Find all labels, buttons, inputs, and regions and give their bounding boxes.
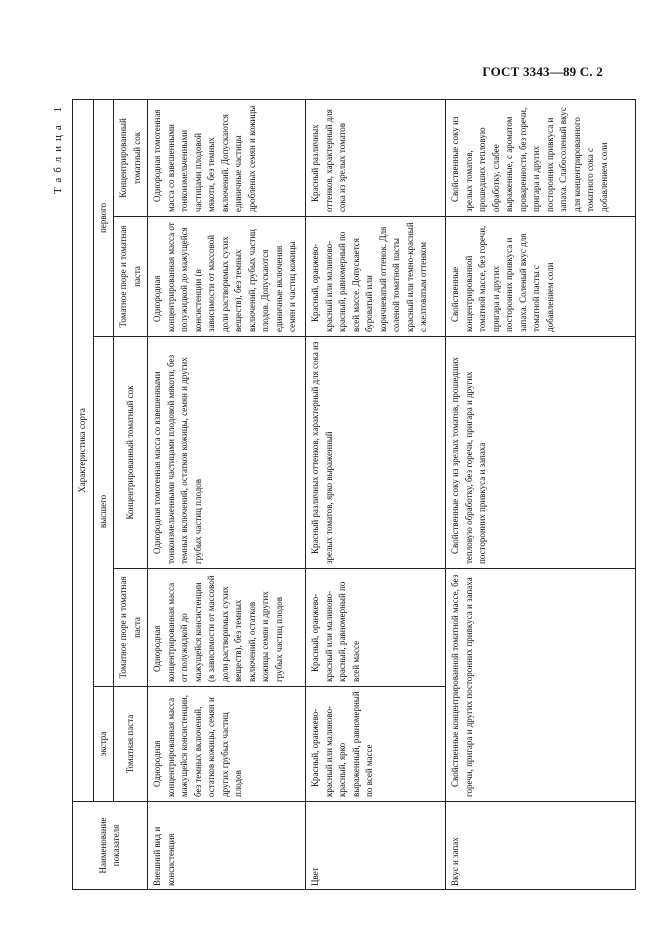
grade-first-header: первого — [93, 99, 114, 336]
table-cell: Красный, оранжево-красный или малиново-красный, ярко выраженный, равномерный по всей массе — [306, 687, 446, 802]
header-row-3 — [114, 99, 148, 889]
table-row — [148, 99, 306, 889]
product-header: Концентрированный томатный сок — [114, 337, 148, 569]
table-cell: Свойственные концентрированной томатной массе, без горечи, пригара и других посторонних привкуса и запаха. Соленый вкус для томатной пасты с добавлением соли — [446, 217, 636, 337]
table-cell: Однородная концентрированная масса мажущейся консистенции, без темных включений, остатков кожицы, семян и других грубых частиц плодов — [148, 687, 306, 802]
table-row — [306, 99, 446, 889]
characteristic-header: Характеристика сорта — [73, 99, 94, 801]
table-cell: Красный различных оттенков, характерный для сока из зрелых томатов, ярко выраженный — [306, 337, 446, 569]
page-header: ГОСТ 3343—89 С. 2 — [482, 64, 603, 79]
row-name: Цвет — [306, 802, 446, 890]
row-name: Вкус и запах — [446, 802, 636, 890]
table-cell: Однородная концентрированная масса от полужидкой до мажущейся консистенции (в зависимости от массовой доли растворимых сухих веществ), без темных включений, остатков кожицы семян и других грубых частиц плодов — [148, 569, 306, 687]
product-header: Томатное пюре и томатная паста — [114, 217, 148, 337]
table-cell: Однородная томогенная масса со взвешенными тонкоизмельченными частицами плодовой мякоти, без темных включений, остатков кожицы, семян и других грубых частиц плодов — [148, 337, 306, 569]
table-cell: Свойственные концентрированной томатной массе, без горечи, пригара и других посторонних привкуса и запаха — [446, 569, 636, 802]
indicator-header: Наименование показателя — [73, 802, 148, 890]
table-cell: Красный различных оттенков, характерный для сока из зрелых томатов — [306, 99, 446, 216]
product-header: Томатное пюре и томатная паста — [114, 569, 148, 687]
table-cell: Красный, оранжево-красный или малиново-красный, равномерный по всей массе — [306, 569, 446, 687]
row-name: Внешний вид и консистенция — [148, 802, 306, 890]
product-header: Концентрированный томатный сок — [114, 99, 148, 216]
header-row-2 — [93, 99, 114, 889]
table-cell: Красный, оранжево-красный или малиново-красный, равномерный по всей массе. Допускается буроватый или коричневатый оттенок. Для соленой томатной пасты красный или темно-красный с желтоватым оттенком — [306, 217, 446, 337]
table-cell: Однородная концентрированная масса от полужидкой до мажущейся консистенции (в зависимости от массовой доли растворимых сухих веществ), без темных включений, грубых частиц плодов. Допускаются единичные включения семян и частиц кожицы — [148, 217, 306, 337]
table-cell: Свойственные соку из зрелых томатов, прошедших тепловую обработку, без горечи, пригара и других посторонних привкуса и запаха — [446, 337, 636, 569]
header-row-1 — [73, 99, 94, 889]
table-cell: Свойственные соку из зрелых томатов, прошедших тепловую обработку, слабее выраженные, с ароматом проваренности, без горечи, пригара и других посторонних привкуса и запаха. Слабосоленый вкус для концентрированного томатного сока с добавлением соли — [446, 99, 636, 216]
product-header: Томатная паста — [114, 687, 148, 802]
table-title: Таблица 1 — [52, 102, 64, 195]
table-row — [446, 99, 636, 889]
quality-table — [72, 99, 636, 890]
rotated-page-content — [46, 90, 626, 890]
grade-highest-header: высшего — [93, 337, 114, 687]
grade-extra-header: экстра — [93, 687, 114, 802]
table-cell: Однородная томогенная масса со взвешенными тонкоизмельченными частицами плодовой мякоти, без темных включений. Допускаются единичные частицы дробленых семян и кожицы — [148, 99, 306, 216]
